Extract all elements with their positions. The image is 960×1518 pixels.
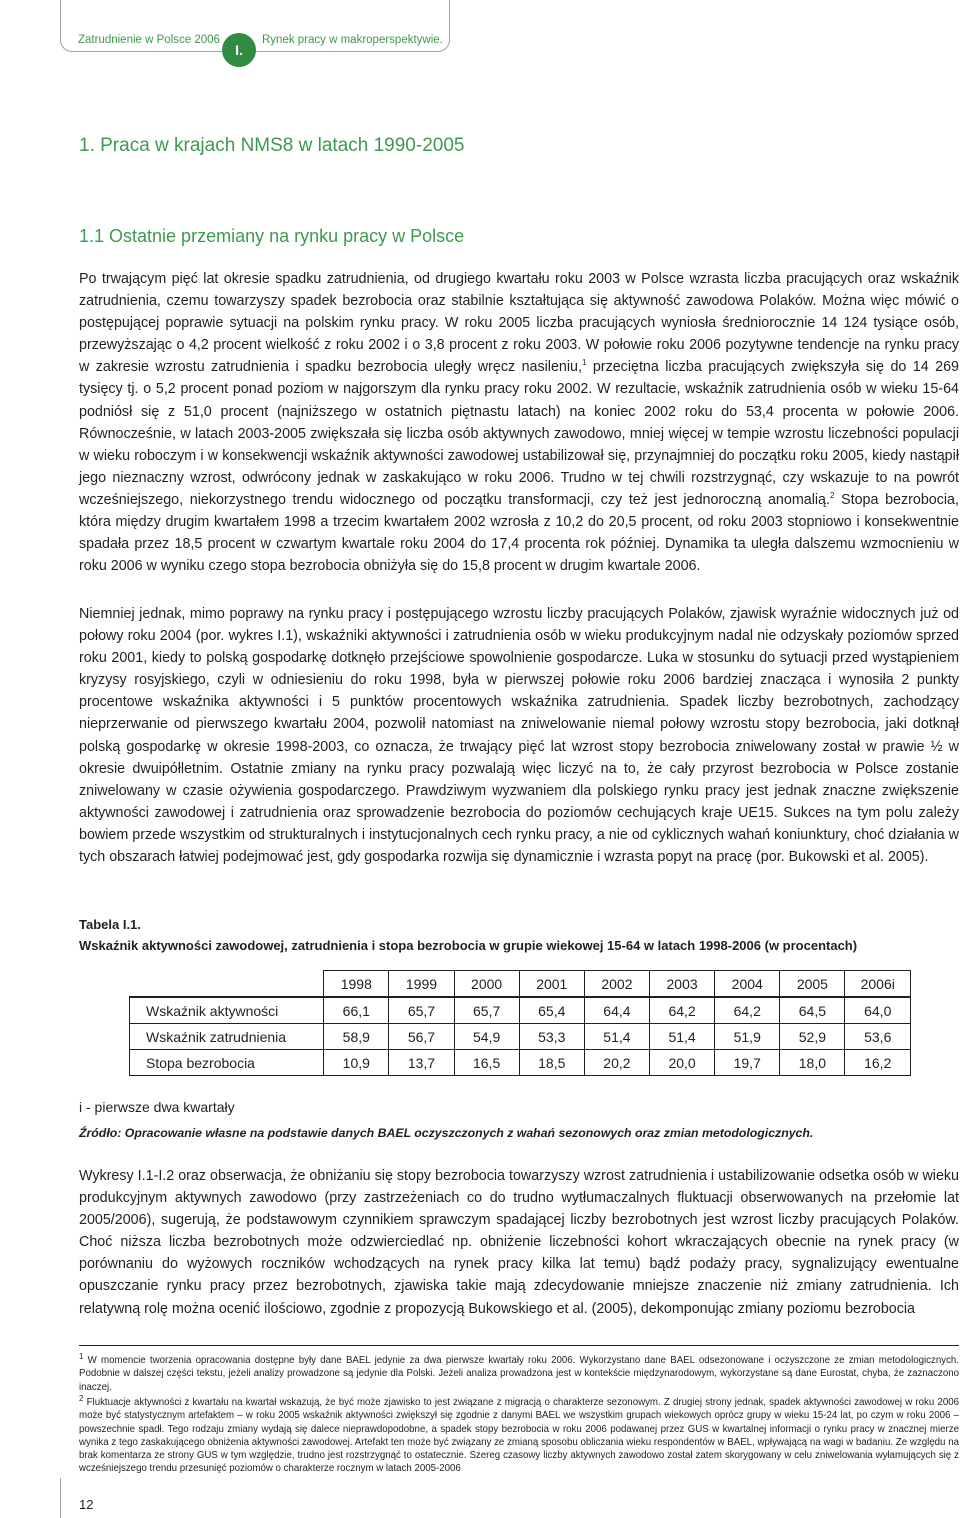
year-header: 1999 — [389, 971, 454, 998]
page-margin-line — [60, 1478, 61, 1518]
footnote-1-text: W momencie tworzenia opracowania dostępne były dane BAEL jedynie za dwa pierwsze kwartały roku 2006. Wykorzystano dane BAEL odsezonowane i oczyszczone ze zmian metodologicznych. Podobnie w dalszej części tekstu, jeżeli analizy prowadzone są jedynie dla Polski. Jeżeli analiza prowadzona jest w kontekście międzynarodowym, wykorzystane są dane Eurostat, chyba, że zaznaczono inaczej. — [79, 1355, 959, 1393]
table-cell: 18,0 — [780, 1050, 845, 1076]
table-corner-cell — [130, 971, 324, 998]
table-cell: 66,1 — [324, 997, 389, 1024]
table-cell: 64,5 — [780, 997, 845, 1024]
year-header: 2000 — [454, 971, 519, 998]
header-publication-title: Zatrudnienie w Polsce 2006 — [78, 34, 220, 46]
footnote-divider — [79, 1345, 959, 1346]
footnote-ref-1[interactable]: 1 — [581, 358, 587, 368]
footnote-2 — [79, 1393, 959, 1476]
table-caption: Wskaźnik aktywności zawodowej, zatrudnienia i stopa bezrobocia w grupie wiekowej 15-64 w latach 1998-2006 (w procentach) — [79, 938, 858, 953]
table-cell: 20,0 — [650, 1050, 715, 1076]
table-cell: 19,7 — [715, 1050, 780, 1076]
paragraph-2: Niemniej jednak, mimo poprawy na rynku pracy i postępującego wzrostu liczby pracujących Polaków, zjawisk wyraźnie widocznych już od połowy roku 2004 (por. wykres I.1), wskaźniki aktywności i zatrudnienia osób w wieku produkcyjnym nadal nie odzyskały poziomów sprzed roku 2001, kiedy to polską gospodarkę dotknęło przejściowe spowolnienie gospodarcze. Luka w stosunku do sytuacji przed wystąpieniem kryzysy rosyjskiego, czyli w odniesieniu do roku 1998, była w pierwszej połowie roku 2006 bardziej znacząca i wynosiła 2 punkty procentowe wskaźnika aktywności i 5 punktów procentowych wskaźnika zatrudnienia. Spadek liczby bezrobotnych, zachodzący nieprzerwanie od pierwszego kwartału 2004, pozwolił natomiast na zniwelowanie niemal połowy wzrostu stopy bezrobocia, jaki dotknął polską gospodarkę w okresie 1998-2003, co oznacza, że trwający pięć lat wzrost stopy bezrobocia zniwelowany został w prawie ½ w okresie dwuipółletnim. Ostatnie zmiany na rynku pracy pozwalają więc liczyć na to, że cały przyrost bezrobocia w Polsce zostanie zniwelowany w czasie ożywienia gospodarczego. Prawdziwym wyzwaniem dla polskiego rynku pracy jest jednak znaczne zwiększenie aktywności zawodowej i zatrudnienia oraz sprowadzenie bezrobocia do poziomów cechujących kraje UE15. Sukces na tym polu zależy bowiem przede wszystkim od strukturalnych i instytucjonalnych cech rynku pracy, a nie od cyklicznych wahań koniunktury, choć działania w tych obszarach łatwiej podejmować jest, gdy gospodarka rozwija się dynamicznie i wzrasta popyt na pracę (por. Bukowski et al. 2005). — [79, 606, 959, 866]
year-header: 2001 — [519, 971, 584, 998]
table-cell: 64,0 — [845, 997, 911, 1024]
table-cell: 52,9 — [780, 1024, 845, 1050]
table-cell: 64,4 — [584, 997, 649, 1024]
header-chapter-title: Rynek pracy w makroperspektywie. — [262, 34, 443, 46]
year-header: 2002 — [584, 971, 649, 998]
table-cell: 10,9 — [324, 1050, 389, 1076]
paragraph-3: Wykresy I.1-I.2 oraz obserwacja, że obniżaniu się stopy bezrobocia towarzyszy wzrost zatrudnienia i ustabilizowanie odsetka osób w wieku produkcyjnym aktywnych zawodowo (przy zastrzeżeniach co do trudno wytłumaczalnych fluktuacji obserwowanych na przełomie lat 2005/2006), sugerują, że podstawowym czynnikiem sprawczym spadającej liczby bezrobotnych jest wzrost liczby pracujących Polaków. Choć niższa liczba bezrobotnych może odzwierciedlać np. obniżenie liczebności kohort wkraczających obecnie na rynek pracy (w porównaniu do wyżowych roczników wchodzących na rynek pracy kilka lat temu) bądź podaży pracy, sygnalizujący ewentualne opuszczanie rynku pracy przez bezrobotnych, zjawiska takie mają zdecydowanie mniejsze znaczenie niż zmiany zatrudnienia. Ich relatywną rolę można ocenić ilościowo, zgodnie z propozycją Bukowskiego et al. (2005), dekomponując zmiany poziomu bezrobocia — [79, 1168, 959, 1317]
table-cell: 53,3 — [519, 1024, 584, 1050]
year-header: 2005 — [780, 971, 845, 998]
row-label: Stopa bezrobocia — [130, 1050, 324, 1076]
table-header-row — [130, 971, 911, 998]
table-cell: 65,4 — [519, 997, 584, 1024]
table-cell: 16,5 — [454, 1050, 519, 1076]
table-cell: 53,6 — [845, 1024, 911, 1050]
table-cell: 18,5 — [519, 1050, 584, 1076]
year-header: 2003 — [650, 971, 715, 998]
table-cell: 58,9 — [324, 1024, 389, 1050]
footnote-1-mark: 1 — [79, 1351, 84, 1361]
paragraph-1-part-1: Po trwającym pięć lat okresie spadku zatrudnienia, od drugiego kwartału roku 2003 w Polsce wzrasta liczba pracujących oraz wskaźnik zatrudnienia, czemu towarzyszy spadek bezrobocia oraz stabilnie kształtująca się aktywność zawodowa Polaków. Można więc mówić o postępującej poprawie sytuacji na polskim rynku pracy. W roku 2005 liczba pracujących wyniosła średniorocznie 14 124 tysiące osób, przewyższając o 4,2 procent wielkość z roku 2002 i o 3,8 procent z roku 2003. W połowie roku 2006 pozytywne tendencje na rynku pracy w zakresie wzrostu zatrudnienia i spadku bezrobocia uległy wręcz nasileniu, — [79, 271, 959, 376]
table-cell: 51,4 — [650, 1024, 715, 1050]
table-cell: 20,2 — [584, 1050, 649, 1076]
table-row — [130, 997, 911, 1024]
table-row — [130, 1050, 911, 1076]
table-cell: 64,2 — [650, 997, 715, 1024]
table-cell: 56,7 — [389, 1024, 454, 1050]
table-row — [130, 1024, 911, 1050]
table-cell: 51,9 — [715, 1024, 780, 1050]
table-cell: 13,7 — [389, 1050, 454, 1076]
section-title: 1. Praca w krajach NMS8 w latach 1990-2005 — [79, 135, 465, 156]
year-header: 2004 — [715, 971, 780, 998]
footnote-1 — [79, 1351, 959, 1394]
table-cell: 64,2 — [715, 997, 780, 1024]
footnote-ref-2[interactable]: 2 — [829, 491, 835, 501]
paragraph-1 — [79, 268, 959, 577]
table-cell: 54,9 — [454, 1024, 519, 1050]
page-number: 12 — [79, 1497, 94, 1512]
row-label: Wskaźnik zatrudnienia — [130, 1024, 324, 1050]
table-cell: 65,7 — [389, 997, 454, 1024]
footnote-2-text: Fluktuacje aktywności z kwartału na kwartał wskazują, że być może zjawisko to jest związane z migracją o charakterze sezonowym. Z drugiej strony jednak, spadek aktywności zawodowej w roku 2006 może być statystycznym artefaktem – w roku 2005 wskaźnik aktywności zwiększył się zgodnie z danymi BAEL we wszystkim grupach wiekowych oprócz grupy w wieku 15-24 lat, po czym w roku 2006 – powszechnie spadł. Tego rodzaju zmiany wydają się dalece nieprawdopodobne, a spadek stopy bezrobocia w roku 2006 podawanej przez GUS w kwartalnej informacji o rynku pracy w znacznej mierze wynika z tego zaskakującego obniżenia aktywności zawodowej. Artefakt ten może być związany ze zmianą sposobu obliczania wieku respondentów w BAEL, wpływającą na wagi w badaniu. Ze względu na brak komentarza ze strony GUS w tym względzie, trudno jest rozstrzygnąć to ostatecznie. Szereg czasowy liczby aktywnych zawodowo został zatem skorygowany w celu zniwelowania wyłamujących się z wcześniejszego trendu przesunięć poziomów o charakterze rocznym w latach 2005-2006 — [79, 1397, 959, 1475]
subsection-title: 1.1 Ostatnie przemiany na rynku pracy w Polsce — [79, 226, 465, 246]
table-label: Tabela I.1. — [79, 917, 141, 932]
footnote-2-mark: 2 — [79, 1393, 84, 1403]
table-source: Źródło: Opracowanie własne na podstawie danych BAEL oczyszczonych z wahań sezonowych oraz zmian metodologicznych. — [79, 1126, 814, 1140]
chapter-badge: I. — [222, 33, 256, 67]
table-note: i - pierwsze dwa kwartały — [79, 1099, 235, 1115]
year-header: 1998 — [324, 971, 389, 998]
table-cell: 16,2 — [845, 1050, 911, 1076]
table-cell: 51,4 — [584, 1024, 649, 1050]
table-cell: 65,7 — [454, 997, 519, 1024]
year-header: 2006i — [845, 971, 911, 998]
labour-market-table — [129, 970, 911, 1076]
row-label: Wskaźnik aktywności — [130, 997, 324, 1024]
paragraph-1-part-3: Stopa bezrobocia, która między drugim kwartałem 1998 a trzecim kwartałem 2002 wzrosła z 10,2 do 20,5 procent, od roku 2003 stopniowo i konsekwentnie spadała przez 18,5 procent w czwartym kwartale roku 2004 do 17,4 procenta rok później. Dynamika ta uległa dalszemu wzmocnieniu w roku 2006 w wyniku czego stopa bezrobocia obniżyła się do 15,8 procent w drugim kwartale 2006. — [79, 491, 959, 575]
paragraph-1-part-2: przeciętna liczba pracujących zwiększyła się do 14 269 tysięcy tj. o 5,2 procent ponad poziom w najgorszym dla rynku pracy roku 2002. W rezultacie, wskaźnik zatrudnienia osób w wieku 15-64 podniósł się z 51,0 procent (najniższego w ostatnich piętnastu latach) na koniec 2002 roku do 53,4 procenta w połowie 2006. Równocześnie, w latach 2003-2005 zwiększała się liczba osób aktywnych zawodowo, mniej więcej w tempie wzrostu liczebności populacji w wieku roboczym i w konsekwencji wskaźnik aktywności zawodowej ustabilizował się, przynajmniej do początku roku 2005, kiedy nastąpił jego nieznaczny wzrost, odwrócony jednak w zaskakująco w roku 2006. Trudno w tej chwili rozstrzygnąć, czy wskazuje to na powrót wcześniejszego, niekorzystnego trendu widocznego od początku transformacji, czy też jest jednoroczną anomalią. — [79, 359, 959, 508]
